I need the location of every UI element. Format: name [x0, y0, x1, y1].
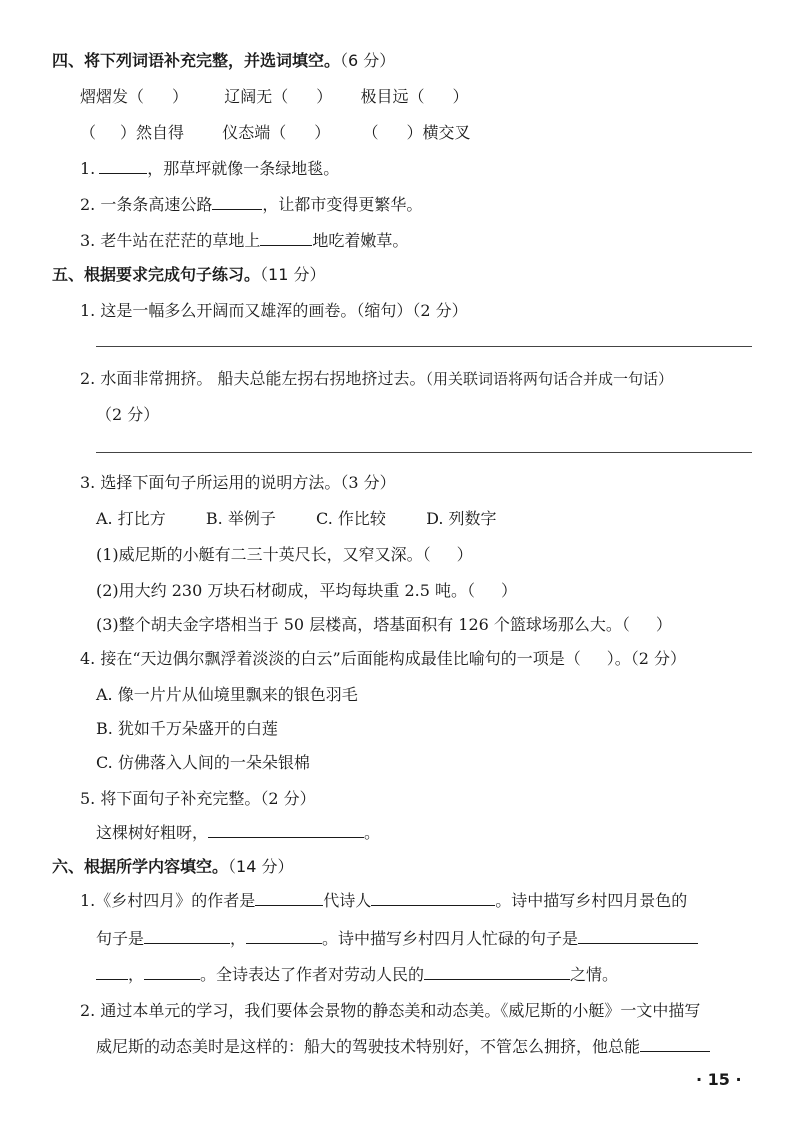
s5-q2-score-text: （2 分） — [96, 405, 160, 424]
blank-line[interactable] — [144, 965, 200, 980]
s5-q3-sentence-3 — [96, 612, 672, 635]
s5-q1-text: 1. 这是一幅多么开阔而又雄浑的画卷。（缩句）（2 分） — [80, 301, 468, 320]
section-4-score: （6 分） — [340, 51, 396, 70]
word-3-close: ） — [452, 87, 469, 106]
answer-line[interactable] — [96, 346, 752, 347]
s6-q1-line-3 — [96, 962, 618, 985]
word-5: 仪态端（ — [222, 123, 287, 142]
section-6-title — [52, 854, 293, 877]
section-4-heading: 四、将下列词语补充完整，并选词填空。 — [52, 51, 341, 70]
word-row-1 — [80, 84, 468, 107]
s6-q2-text: 2. 通过本单元的学习，我们要体会景物的静态美和动态美。《威尼斯的小艇》一文中描写 — [80, 1001, 701, 1020]
s5-q3-sentence-1 — [96, 542, 473, 565]
s6-q2-line-1 — [80, 998, 700, 1021]
s5-question-3 — [80, 470, 396, 493]
word-row-2 — [80, 120, 470, 143]
s5-q2-text: 2. 水面非常拥挤。 船夫总能左拐右拐地挤过去。 — [80, 369, 426, 388]
s4-q2-text: 2. 一条条高速公路 — [80, 195, 213, 214]
section-6-score: （14 分） — [228, 857, 294, 876]
word-6-open: （ — [362, 123, 379, 142]
s6-q1-part-d: 句子是 — [96, 929, 145, 948]
option-b: B. 举例子 — [205, 509, 276, 528]
s4-q3-rest: 地吃着嫩草。 — [312, 231, 409, 250]
option-d: D. 列数字 — [426, 509, 497, 528]
s4-question-3 — [80, 228, 408, 251]
word-3: 极目远（ — [360, 87, 425, 106]
s6-q1-line-1 — [80, 888, 687, 911]
s4-question-1 — [80, 156, 339, 179]
section-4-title — [52, 48, 395, 71]
s6-q1-comma-2: ， — [128, 965, 145, 984]
sentence-1-text: (1)威尼斯的小艇有二三十英尺长，又窄又深。（ — [96, 545, 431, 564]
s5-q5-sentence — [96, 820, 380, 843]
s5-question-4 — [80, 646, 686, 669]
s5-q5-suffix: 。 — [364, 823, 381, 842]
sentence-2-close: ） — [501, 581, 518, 600]
s6-q2-text-2: 威尼斯的动态美时是这样的：船大的驾驶技术特别好，不管怎么拥挤，他总能 — [96, 1037, 641, 1056]
s5-q4-option-c — [96, 750, 310, 773]
s5-question-5 — [80, 786, 316, 809]
blank-line[interactable] — [246, 929, 322, 944]
page-number: · 15 · — [696, 1070, 742, 1089]
blank-line[interactable] — [96, 965, 128, 980]
sentence-3-text: (3)整个胡夫金字塔相当于 50 层楼高，塔基面积有 126 个篮球场那么大。（ — [96, 615, 630, 634]
word-1-close: ） — [172, 87, 189, 106]
q4-option-b-text: B. 犹如千万朵盛开的白莲 — [96, 719, 278, 738]
s5-q5-text: 5. 将下面句子补充完整。（2 分） — [80, 789, 316, 808]
word-1: 熠熠发（ — [80, 87, 145, 106]
blank-line[interactable] — [371, 891, 495, 906]
s4-q1-text: ，那草坪就像一条绿地毯。 — [147, 159, 340, 178]
blank-line[interactable] — [208, 823, 364, 838]
s6-q1-part-i: 之情。 — [570, 965, 619, 984]
sentence-2-text: (2)用大约 230 万块石材砌成，平均每块重 2.5 吨。（ — [96, 581, 475, 600]
blank-line[interactable] — [578, 929, 698, 944]
s5-q3-sentence-2 — [96, 578, 517, 601]
word-4-open: （ — [80, 123, 97, 142]
sentence-1-close: ） — [456, 545, 473, 564]
s5-q4-option-b — [96, 716, 278, 739]
option-c: C. 作比较 — [316, 509, 386, 528]
s6-q1-comma: ， — [230, 929, 247, 948]
s5-q5-prefix: 这棵树好粗呀， — [96, 823, 209, 842]
word-2: 辽阔无（ — [224, 87, 289, 106]
s5-q3-options — [96, 506, 497, 529]
s5-q2-score — [96, 402, 159, 425]
s5-q2-instruction: （用关联词语将两句话合并成一句话） — [425, 370, 673, 388]
sentence-3-close: ） — [655, 615, 672, 634]
blank-line[interactable] — [212, 195, 262, 210]
q4-option-c-text: C. 仿佛落入人间的一朵朵银棉 — [96, 753, 310, 772]
word-6: ）横交叉 — [406, 123, 471, 142]
word-4: ）然自得 — [120, 123, 185, 142]
s5-q4-rest: ）。（2 分） — [606, 649, 686, 668]
s5-q4-text: 4. 接在“天边偶尔飘浮着淡淡的白云”后面能构成最佳比喻句的一项是（ — [80, 649, 581, 668]
option-a: A. 打比方 — [96, 509, 166, 528]
s4-q1-number: 1. — [80, 159, 96, 178]
s4-question-2 — [80, 192, 422, 215]
s6-q1-part-h: 。全诗表达了作者对劳动人民的 — [200, 965, 425, 984]
s6-q2-line-2 — [96, 1034, 710, 1057]
s6-q1-part-f: 。诗中描写乡村四月人忙碌的句子是 — [322, 929, 579, 948]
s5-question-2 — [80, 366, 673, 389]
s6-q1-line-2 — [96, 926, 698, 949]
word-5-close: ） — [314, 123, 331, 142]
s4-q2-rest: ，让都市变得更繁华。 — [262, 195, 423, 214]
blank-line[interactable] — [260, 231, 312, 246]
blank-line[interactable] — [424, 965, 570, 980]
s5-question-1 — [80, 298, 468, 321]
s6-q1-part-c: 。诗中描写乡村四月景色的 — [495, 891, 688, 910]
section-5-score: （11 分） — [260, 265, 326, 284]
blank-line[interactable] — [144, 929, 230, 944]
section-6-heading: 六、根据所学内容填空。 — [52, 857, 229, 876]
answer-line[interactable] — [96, 452, 752, 453]
blank-line[interactable] — [99, 159, 147, 174]
section-5-title — [52, 262, 325, 285]
s5-q3-text: 3. 选择下面句子所运用的说明方法。（3 分） — [80, 473, 396, 492]
q4-option-a-text: A. 像一片片从仙境里飘来的银色羽毛 — [96, 685, 358, 704]
s4-q3-text: 3. 老牛站在茫茫的草地上 — [80, 231, 261, 250]
blank-line[interactable] — [255, 891, 323, 906]
s6-q1-part-a: 1.《乡村四月》的作者是 — [80, 891, 256, 910]
section-5-heading: 五、根据要求完成句子练习。 — [52, 265, 261, 284]
s5-q4-option-a — [96, 682, 358, 705]
s6-q1-part-b: 代诗人 — [323, 891, 372, 910]
word-2-close: ） — [316, 87, 333, 106]
blank-line[interactable] — [640, 1037, 710, 1052]
